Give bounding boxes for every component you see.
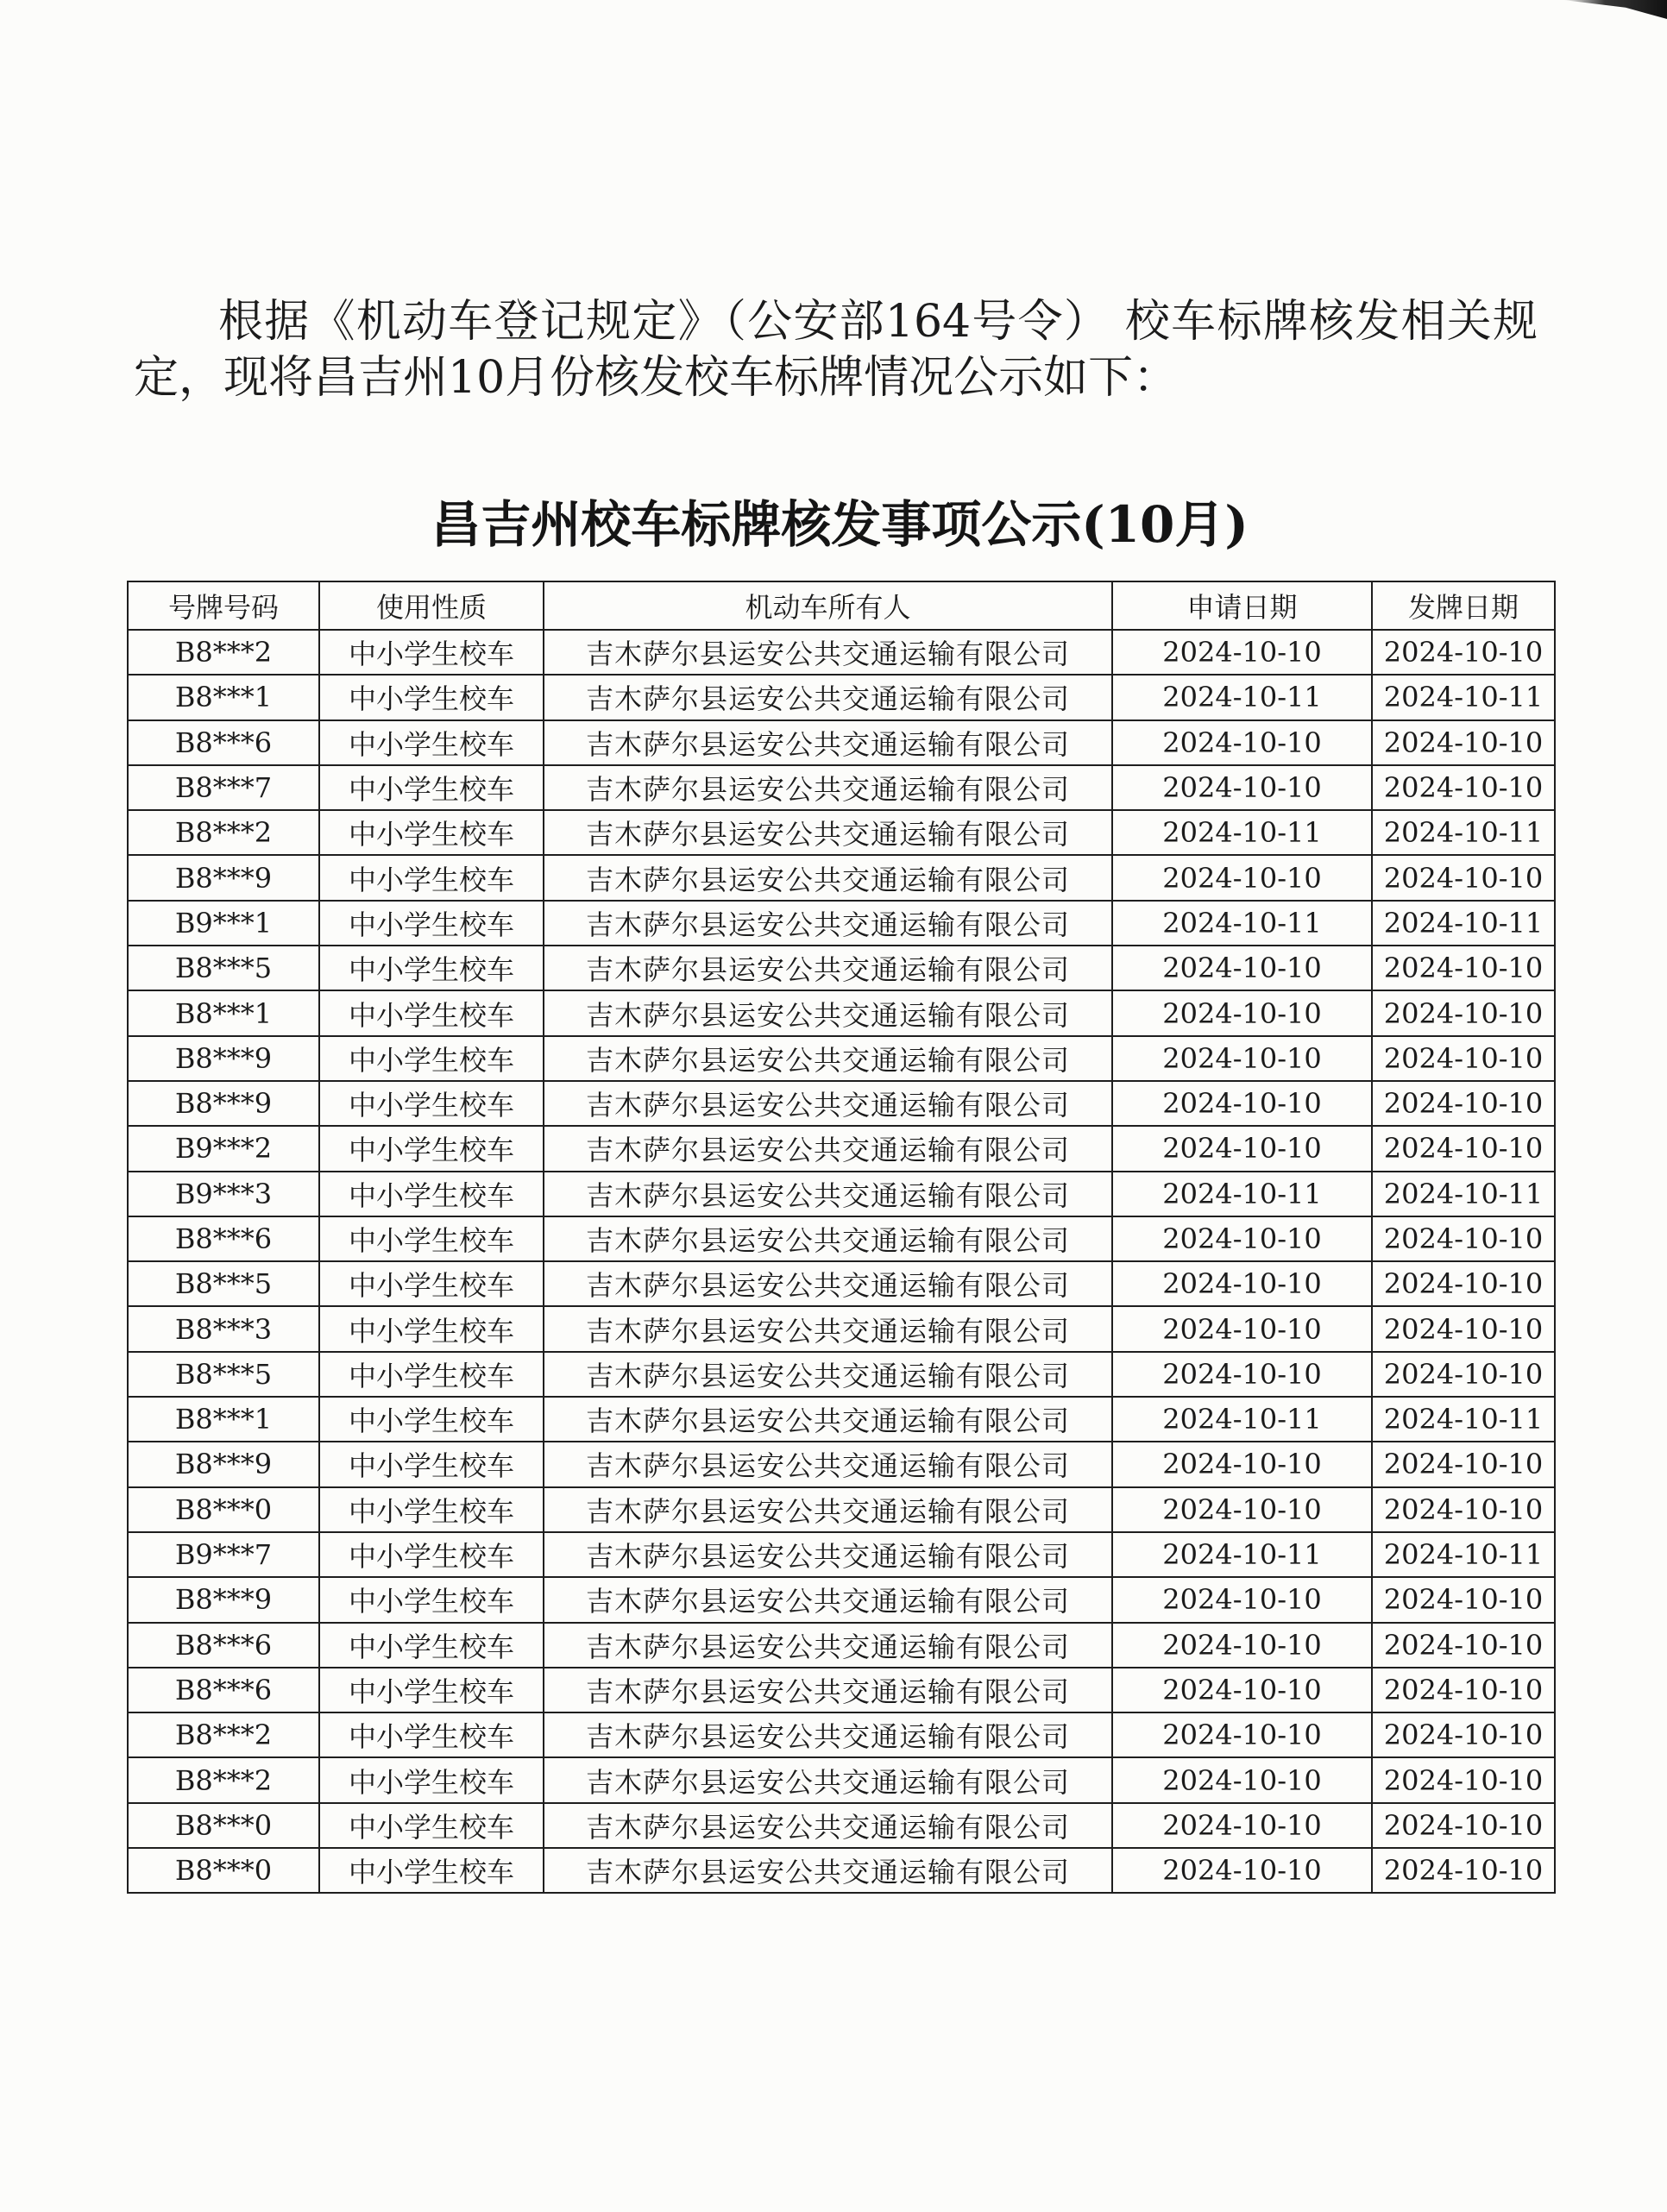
apply-date-cell: 2024-10-10 (1112, 946, 1372, 990)
vehicle-owner-cell: 吉木萨尔县运安公共交通运输有限公司 (544, 946, 1112, 990)
issue-date-cell: 2024-10-10 (1372, 1261, 1555, 1306)
vehicle-owner-cell: 吉木萨尔县运安公共交通运输有限公司 (544, 1081, 1112, 1126)
apply-date-cell: 2024-10-10 (1112, 630, 1372, 675)
header-vehicle-owner: 机动车所有人 (544, 581, 1112, 630)
usage-type-cell: 中小学生校车 (319, 901, 544, 946)
usage-type-cell: 中小学生校车 (319, 1081, 544, 1126)
apply-date-cell: 2024-10-10 (1112, 1712, 1372, 1757)
vehicle-owner-cell: 吉木萨尔县运安公共交通运输有限公司 (544, 1442, 1112, 1486)
header-apply-date: 申请日期 (1112, 581, 1372, 630)
plate-number-cell: B8***6 (128, 1216, 319, 1261)
table-row (128, 1397, 1555, 1442)
vehicle-owner-cell: 吉木萨尔县运安公共交通运输有限公司 (544, 1261, 1112, 1306)
apply-date-cell: 2024-10-10 (1112, 1803, 1372, 1848)
plate-number-cell: B8***6 (128, 720, 319, 765)
table-row (128, 1306, 1555, 1351)
apply-date-cell: 2024-10-11 (1112, 1532, 1372, 1577)
vehicle-owner-cell: 吉木萨尔县运安公共交通运输有限公司 (544, 1848, 1112, 1893)
table-row (128, 1487, 1555, 1532)
apply-date-cell: 2024-10-11 (1112, 810, 1372, 855)
vehicle-owner-cell: 吉木萨尔县运安公共交通运输有限公司 (544, 901, 1112, 946)
issue-date-cell: 2024-10-10 (1372, 855, 1555, 900)
table-row (128, 1623, 1555, 1668)
usage-type-cell: 中小学生校车 (319, 1668, 544, 1712)
vehicle-owner-cell: 吉木萨尔县运安公共交通运输有限公司 (544, 1172, 1112, 1216)
apply-date-cell: 2024-10-10 (1112, 1216, 1372, 1261)
vehicle-owner-cell: 吉木萨尔县运安公共交通运输有限公司 (544, 990, 1112, 1035)
issue-date-cell: 2024-10-11 (1372, 810, 1555, 855)
usage-type-cell: 中小学生校车 (319, 1577, 544, 1622)
apply-date-cell: 2024-10-10 (1112, 1081, 1372, 1126)
vehicle-owner-cell: 吉木萨尔县运安公共交通运输有限公司 (544, 1623, 1112, 1668)
vehicle-owner-cell: 吉木萨尔县运安公共交通运输有限公司 (544, 1487, 1112, 1532)
apply-date-cell: 2024-10-10 (1112, 990, 1372, 1035)
header-plate-number: 号牌号码 (128, 581, 319, 630)
header-usage-type: 使用性质 (319, 581, 544, 630)
table-row (128, 1848, 1555, 1893)
usage-type-cell: 中小学生校车 (319, 630, 544, 675)
plate-number-cell: B8***9 (128, 1442, 319, 1486)
plate-number-cell: B9***7 (128, 1532, 319, 1577)
plate-number-cell: B9***1 (128, 901, 319, 946)
issue-date-cell: 2024-10-11 (1372, 1172, 1555, 1216)
plate-number-cell: B8***6 (128, 1623, 319, 1668)
apply-date-cell: 2024-10-11 (1112, 675, 1372, 720)
plate-number-cell: B8***9 (128, 855, 319, 900)
plate-number-cell: B8***2 (128, 1712, 319, 1757)
plate-number-cell: B8***2 (128, 1757, 319, 1802)
vehicle-owner-cell: 吉木萨尔县运安公共交通运输有限公司 (544, 1397, 1112, 1442)
issue-date-cell: 2024-10-10 (1372, 1848, 1555, 1893)
table-row (128, 1803, 1555, 1848)
apply-date-cell: 2024-10-11 (1112, 1397, 1372, 1442)
table-row (128, 1442, 1555, 1486)
usage-type-cell: 中小学生校车 (319, 1712, 544, 1757)
apply-date-cell: 2024-10-10 (1112, 1036, 1372, 1081)
issue-date-cell: 2024-10-10 (1372, 1712, 1555, 1757)
apply-date-cell: 2024-10-10 (1112, 1848, 1372, 1893)
apply-date-cell: 2024-10-10 (1112, 1126, 1372, 1171)
issue-date-cell: 2024-10-10 (1372, 720, 1555, 765)
vehicle-owner-cell: 吉木萨尔县运安公共交通运输有限公司 (544, 630, 1112, 675)
vehicle-owner-cell: 吉木萨尔县运安公共交通运输有限公司 (544, 810, 1112, 855)
vehicle-owner-cell: 吉木萨尔县运安公共交通运输有限公司 (544, 1712, 1112, 1757)
apply-date-cell: 2024-10-10 (1112, 1442, 1372, 1486)
table-row (128, 1261, 1555, 1306)
usage-type-cell: 中小学生校车 (319, 1036, 544, 1081)
table-row (128, 1036, 1555, 1081)
issue-date-cell: 2024-10-10 (1372, 1126, 1555, 1171)
vehicle-owner-cell: 吉木萨尔县运安公共交通运输有限公司 (544, 1036, 1112, 1081)
table-row (128, 855, 1555, 900)
plate-number-cell: B8***5 (128, 946, 319, 990)
table-row (128, 946, 1555, 990)
usage-type-cell: 中小学生校车 (319, 855, 544, 900)
plate-number-cell: B8***9 (128, 1036, 319, 1081)
apply-date-cell: 2024-10-10 (1112, 1306, 1372, 1351)
plate-number-cell: B8***0 (128, 1487, 319, 1532)
apply-date-cell: 2024-10-11 (1112, 1172, 1372, 1216)
plate-number-cell: B8***7 (128, 765, 319, 810)
issue-date-cell: 2024-10-11 (1372, 901, 1555, 946)
usage-type-cell: 中小学生校车 (319, 675, 544, 720)
issue-date-cell: 2024-10-10 (1372, 1306, 1555, 1351)
usage-type-cell: 中小学生校车 (319, 1757, 544, 1802)
issue-date-cell: 2024-10-10 (1372, 1577, 1555, 1622)
vehicle-owner-cell: 吉木萨尔县运安公共交通运输有限公司 (544, 855, 1112, 900)
plate-number-cell: B8***1 (128, 1397, 319, 1442)
usage-type-cell: 中小学生校车 (319, 1848, 544, 1893)
apply-date-cell: 2024-10-10 (1112, 1261, 1372, 1306)
apply-date-cell: 2024-10-10 (1112, 1352, 1372, 1397)
plate-number-cell: B9***3 (128, 1172, 319, 1216)
table-row (128, 810, 1555, 855)
plate-number-cell: B8***3 (128, 1306, 319, 1351)
scan-edge-shadow (1563, 0, 1667, 19)
apply-date-cell: 2024-10-10 (1112, 1577, 1372, 1622)
table-row (128, 1668, 1555, 1712)
plate-number-cell: B9***2 (128, 1126, 319, 1171)
table-row (128, 1216, 1555, 1261)
intro-paragraph-line-1: 根据《机动车登记规定》（公安部164号令） 校车标牌核发相关规 (218, 296, 1538, 348)
table-header-row (128, 581, 1555, 630)
vehicle-owner-cell: 吉木萨尔县运安公共交通运输有限公司 (544, 765, 1112, 810)
table-row (128, 901, 1555, 946)
usage-type-cell: 中小学生校车 (319, 1172, 544, 1216)
header-issue-date: 发牌日期 (1372, 581, 1555, 630)
usage-type-cell: 中小学生校车 (319, 1352, 544, 1397)
plate-number-cell: B8***0 (128, 1803, 319, 1848)
vehicle-owner-cell: 吉木萨尔县运安公共交通运输有限公司 (544, 1577, 1112, 1622)
plate-number-cell: B8***2 (128, 630, 319, 675)
usage-type-cell: 中小学生校车 (319, 1261, 544, 1306)
vehicle-owner-cell: 吉木萨尔县运安公共交通运输有限公司 (544, 1803, 1112, 1848)
usage-type-cell: 中小学生校车 (319, 1216, 544, 1261)
usage-type-cell: 中小学生校车 (319, 1487, 544, 1532)
vehicle-owner-cell: 吉木萨尔县运安公共交通运输有限公司 (544, 1532, 1112, 1577)
apply-date-cell: 2024-10-10 (1112, 855, 1372, 900)
table-row (128, 765, 1555, 810)
vehicle-owner-cell: 吉木萨尔县运安公共交通运输有限公司 (544, 675, 1112, 720)
plate-number-cell: B8***5 (128, 1352, 319, 1397)
issue-date-cell: 2024-10-10 (1372, 1216, 1555, 1261)
usage-type-cell: 中小学生校车 (319, 946, 544, 990)
table-row (128, 990, 1555, 1035)
issue-date-cell: 2024-10-10 (1372, 765, 1555, 810)
vehicle-owner-cell: 吉木萨尔县运安公共交通运输有限公司 (544, 720, 1112, 765)
table-row (128, 720, 1555, 765)
vehicle-owner-cell: 吉木萨尔县运安公共交通运输有限公司 (544, 1126, 1112, 1171)
plate-number-cell: B8***2 (128, 810, 319, 855)
table-body (128, 630, 1555, 1893)
usage-type-cell: 中小学生校车 (319, 810, 544, 855)
usage-type-cell: 中小学生校车 (319, 1442, 544, 1486)
usage-type-cell: 中小学生校车 (319, 1532, 544, 1577)
apply-date-cell: 2024-10-10 (1112, 1757, 1372, 1802)
plate-number-cell: B8***1 (128, 675, 319, 720)
table-row (128, 1081, 1555, 1126)
plate-number-cell: B8***5 (128, 1261, 319, 1306)
table-row (128, 675, 1555, 720)
table-row (128, 1532, 1555, 1577)
issue-date-cell: 2024-10-10 (1372, 1352, 1555, 1397)
issue-date-cell: 2024-10-11 (1372, 1397, 1555, 1442)
usage-type-cell: 中小学生校车 (319, 1623, 544, 1668)
table-row (128, 1126, 1555, 1171)
intro-paragraph-line-2: 定，现将昌吉州10月份核发校车标牌情况公示如下： (134, 352, 1179, 404)
issue-date-cell: 2024-10-10 (1372, 1668, 1555, 1712)
issue-date-cell: 2024-10-10 (1372, 1623, 1555, 1668)
issue-date-cell: 2024-10-10 (1372, 630, 1555, 675)
plate-number-cell: B8***0 (128, 1848, 319, 1893)
issue-date-cell: 2024-10-10 (1372, 1487, 1555, 1532)
issue-date-cell: 2024-10-10 (1372, 1036, 1555, 1081)
table-row (128, 1172, 1555, 1216)
table-row (128, 1577, 1555, 1622)
plate-number-cell: B8***6 (128, 1668, 319, 1712)
issue-date-cell: 2024-10-10 (1372, 1442, 1555, 1486)
usage-type-cell: 中小学生校车 (319, 990, 544, 1035)
apply-date-cell: 2024-10-10 (1112, 765, 1372, 810)
issue-date-cell: 2024-10-10 (1372, 1757, 1555, 1802)
plate-number-cell: B8***1 (128, 990, 319, 1035)
usage-type-cell: 中小学生校车 (319, 765, 544, 810)
apply-date-cell: 2024-10-11 (1112, 901, 1372, 946)
plate-number-cell: B8***9 (128, 1577, 319, 1622)
issue-date-cell: 2024-10-10 (1372, 1803, 1555, 1848)
document-title: 昌吉州校车标牌核发事项公示(10月) (431, 495, 1249, 554)
table-row (128, 1757, 1555, 1802)
issue-date-cell: 2024-10-10 (1372, 990, 1555, 1035)
usage-type-cell: 中小学生校车 (319, 1306, 544, 1351)
usage-type-cell: 中小学生校车 (319, 1126, 544, 1171)
table-row (128, 630, 1555, 675)
usage-type-cell: 中小学生校车 (319, 1397, 544, 1442)
usage-type-cell: 中小学生校车 (319, 1803, 544, 1848)
apply-date-cell: 2024-10-10 (1112, 1668, 1372, 1712)
apply-date-cell: 2024-10-10 (1112, 1623, 1372, 1668)
issue-date-cell: 2024-10-10 (1372, 1081, 1555, 1126)
vehicle-owner-cell: 吉木萨尔县运安公共交通运输有限公司 (544, 1352, 1112, 1397)
apply-date-cell: 2024-10-10 (1112, 720, 1372, 765)
vehicle-owner-cell: 吉木萨尔县运安公共交通运输有限公司 (544, 1668, 1112, 1712)
plate-number-cell: B8***9 (128, 1081, 319, 1126)
table-row (128, 1352, 1555, 1397)
school-bus-plate-table (127, 581, 1556, 1894)
issue-date-cell: 2024-10-11 (1372, 1532, 1555, 1577)
vehicle-owner-cell: 吉木萨尔县运安公共交通运输有限公司 (544, 1757, 1112, 1802)
table-row (128, 1712, 1555, 1757)
vehicle-owner-cell: 吉木萨尔县运安公共交通运输有限公司 (544, 1306, 1112, 1351)
vehicle-owner-cell: 吉木萨尔县运安公共交通运输有限公司 (544, 1216, 1112, 1261)
issue-date-cell: 2024-10-10 (1372, 946, 1555, 990)
issue-date-cell: 2024-10-11 (1372, 675, 1555, 720)
apply-date-cell: 2024-10-10 (1112, 1487, 1372, 1532)
usage-type-cell: 中小学生校车 (319, 720, 544, 765)
